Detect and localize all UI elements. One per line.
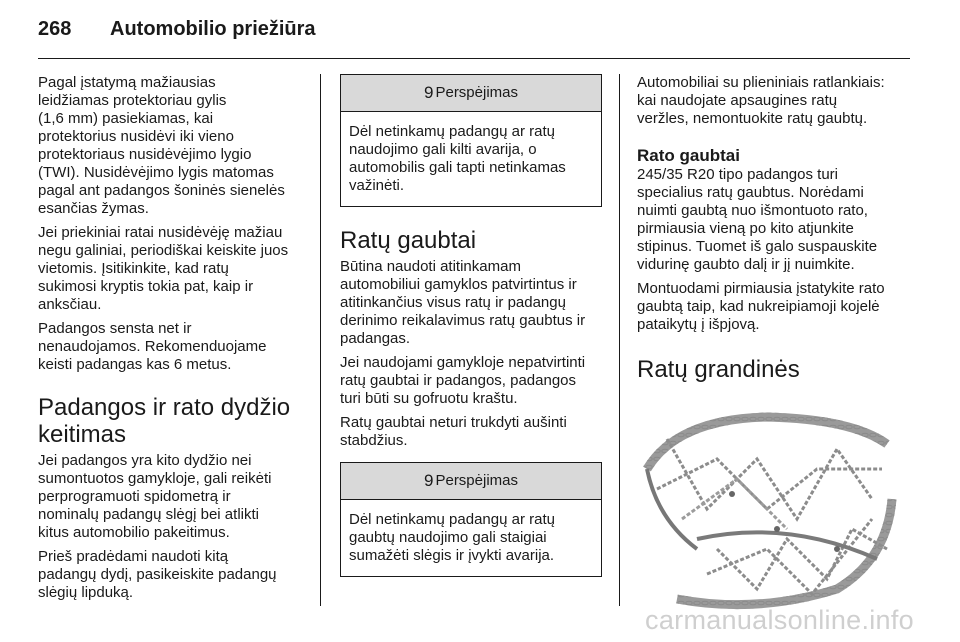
paragraph-size-change xyxy=(38,452,306,542)
text-line: anksčiau. xyxy=(38,296,102,313)
text-line: Būtina naudoti atitinkamam xyxy=(340,258,521,275)
warning-box xyxy=(340,462,602,577)
text-line: nominalų padangų slėgį bei atlikti xyxy=(38,506,259,523)
text-line: specialius ratų gaubtus. Norėdami xyxy=(637,184,864,201)
text-line: Jei naudojami gamykloje nepatvirtinti xyxy=(340,354,586,371)
text-line: Jei padangos yra kito dydžio nei xyxy=(38,452,252,469)
text-line: Montuodami pirmiausia įstatykite rato xyxy=(637,280,885,297)
text-line: Dėl netinkamų padangų ar ratų xyxy=(349,123,555,140)
column-1 xyxy=(38,74,306,608)
paragraph-tread-depth xyxy=(38,74,306,218)
text-line: automobiliui gamyklos patvirtintus ir xyxy=(340,276,577,293)
text-line: protektoriaus nusidėvėjimo lygio xyxy=(38,146,252,163)
text-line: protektorius nusidėvi iki vieno xyxy=(38,128,234,145)
column-divider xyxy=(320,74,321,606)
text-line: naudojimo gali kilti avarija, o xyxy=(349,141,537,158)
text-line: perprogramuoti spidometrą ir xyxy=(38,488,231,505)
text-line: padangas. xyxy=(340,330,411,347)
text-line: Automobiliai su plieniniais ratlankiais: xyxy=(637,74,885,91)
text-line: nuimti gaubtą nuo išmontuoto rato, xyxy=(637,202,868,219)
text-line: negu galiniai, periodiškai keiskite juos xyxy=(38,242,289,259)
text-line: keitimas xyxy=(38,421,127,448)
text-line: keisti padangas kas 6 metus. xyxy=(38,356,232,373)
text-line: sumažėti slėgis ir įvykti avarija. xyxy=(349,547,555,564)
paragraph-unapproved-covers xyxy=(340,354,602,408)
text-line: derinimo reikalavimus ratų gaubtus ir xyxy=(340,312,586,329)
page-header xyxy=(38,18,316,52)
text-line: sukimosi kryptis tokia pat, kaip ir xyxy=(38,278,254,295)
text-line: Padangos ir rato dydžio xyxy=(38,394,291,421)
column-3 xyxy=(637,74,905,620)
text-line: pagal ant padangos šoninės sienelės xyxy=(38,182,285,199)
paragraph-installation xyxy=(637,280,905,334)
paragraph-pressure-label xyxy=(38,548,306,602)
text-line: gaubtų naudojimo gali staigiai xyxy=(349,529,547,546)
text-line: vidurinę gaubto dalį ir jį nuimkite. xyxy=(637,256,855,273)
header-rule xyxy=(38,58,910,59)
page-title: Automobilio priežiūra xyxy=(110,18,316,40)
text-line: veržles, nemontuokite ratų gaubtų. xyxy=(637,110,868,127)
warning-box xyxy=(340,74,602,207)
text-line: stipinus. Tuomet iš galo suspauskite xyxy=(637,238,878,255)
warning-header xyxy=(341,75,601,112)
text-line: važinėti. xyxy=(349,177,405,194)
warning-header xyxy=(341,463,601,500)
text-line: Padangos sensta net ir xyxy=(38,320,192,337)
paragraph-rotation xyxy=(38,224,306,314)
column-divider xyxy=(619,74,620,606)
text-line: pataikytų į išpjovą. xyxy=(637,316,760,333)
warning-title: Perspėjimas xyxy=(435,84,518,101)
paragraph-steel-rims xyxy=(637,74,905,128)
text-line: pirmiausia vieną po kito atjunkite xyxy=(637,220,854,237)
warning-text xyxy=(341,112,601,206)
text-line: (1,6 mm) pasiekiamas, kai xyxy=(38,110,214,127)
text-line: Ratų gaubtai neturi trukdyti aušinti xyxy=(340,414,567,431)
text-line: kitus automobilio pakeitimus. xyxy=(38,524,230,541)
column-2 xyxy=(340,74,602,583)
text-line: slėgių lipduką. xyxy=(38,584,134,601)
text-line: automobilis gali tapti netinkamas xyxy=(349,159,566,176)
text-line: Pagal įstatymą mažiausias xyxy=(38,74,216,91)
paragraph-removal xyxy=(637,166,905,274)
warning-icon: 9 xyxy=(424,83,434,102)
paragraph-aging xyxy=(38,320,306,374)
paragraph-approved-covers xyxy=(340,258,602,348)
section-heading-tire-size xyxy=(38,394,306,448)
warning-title: Perspėjimas xyxy=(435,472,518,489)
section-heading-snow-chains: Ratų grandinės xyxy=(637,356,800,383)
text-line: sumontuotos gamykloje, gali reikėti xyxy=(38,470,272,487)
subheading-wheel-cover: Rato gaubtai xyxy=(637,146,740,165)
text-line: atitinkančius visus ratų ir padangų xyxy=(340,294,566,311)
text-line: (TWI). Nusidėvėjimo lygis matomas xyxy=(38,164,274,181)
paragraph-brake-cooling xyxy=(340,414,602,450)
text-line: 245/35 R20 tipo padangos turi xyxy=(637,166,838,183)
text-line: leidžiamas protektoriau gylis xyxy=(38,92,227,109)
warning-text xyxy=(341,500,601,576)
text-line: nenaudojamos. Rekomenduojame xyxy=(38,338,267,355)
snow-chains-illustration xyxy=(637,399,899,615)
text-line: kai naudojate apsaugines ratų xyxy=(637,92,838,109)
text-line: Jei priekiniai ratai nusidėvėję mažiau xyxy=(38,224,283,241)
warning-icon: 9 xyxy=(424,471,434,490)
text-line: padangų dydį, pasikeiskite padangų xyxy=(38,566,277,583)
text-line: Prieš pradėdami naudoti kitą xyxy=(38,548,229,565)
text-line: gaubtą taip, kad nukreipiamoji kojelė xyxy=(637,298,880,315)
text-line: Dėl netinkamų padangų ar ratų xyxy=(349,511,555,528)
page-number: 268 xyxy=(38,18,72,40)
text-line: ratų gaubtai ir padangos, padangos xyxy=(340,372,577,389)
section-heading-wheel-covers: Ratų gaubtai xyxy=(340,227,477,254)
text-line: vietomis. Įsitikinkite, kad ratų xyxy=(38,260,229,277)
watermark: carmanualsonline.info xyxy=(645,605,914,635)
text-line: esančias žymas. xyxy=(38,200,149,217)
text-line: turi būti su gofruotu kraštu. xyxy=(340,390,518,407)
text-line: stabdžius. xyxy=(340,432,408,449)
